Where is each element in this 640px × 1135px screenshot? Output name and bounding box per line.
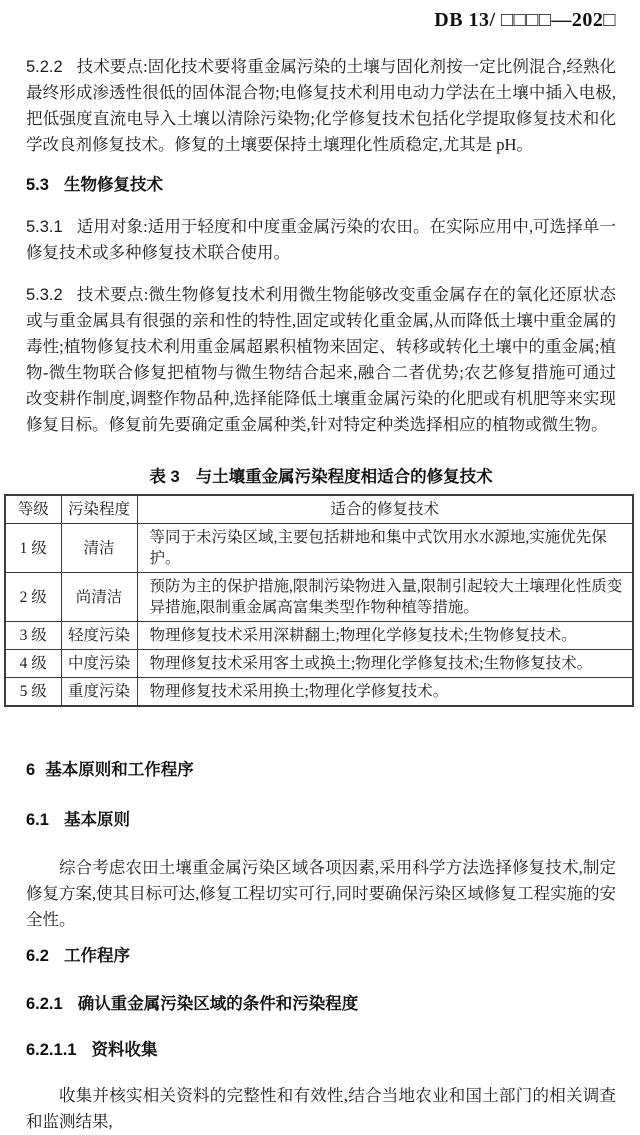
- table-row: [5, 524, 633, 573]
- cell-level: 2 级: [5, 573, 61, 622]
- cell-level: 5 级: [5, 678, 61, 707]
- heading-6-1-number: 6.1: [26, 811, 49, 829]
- table-3-caption-label: 表 3: [149, 468, 180, 486]
- cell-tech: 物理修复技术采用客土或换土;物理化学修复技术;生物修复技术。: [137, 650, 633, 678]
- heading-5-3-title: 生物修复技术: [63, 176, 163, 194]
- cell-degree: 中度污染: [61, 650, 137, 678]
- table-3-caption: [26, 466, 616, 488]
- paragraph-5-3-2-text: 技术要点:微生物修复技术利用微生物能够改变重金属存在的氧化还原状态或与重金属具有很强的亲和性的特性,固定或转化重金属,从而降低土壤中重金属的毒性;植物修复技术利用重金属超累积植物来固定、转移或转化土壤中的重金属;植物-微生物联合修复把植物与微生物结合起来,融合二者优势;农艺修复措施可通过改变耕作制度,调整作物品种,选择能降低土壤重金属污染的化肥或有机肥等来实现修复目标。修复前先要确定重金属种类,针对特定种类选择相应的植物或微生物。: [26, 285, 616, 434]
- doc-number: DB 13/ □□□□—202□: [434, 9, 616, 31]
- heading-6-2-1-title: 确认重金属污染区域的条件和污染程度: [77, 995, 359, 1013]
- heading-6-2-number: 6.2: [26, 947, 49, 965]
- table-3: [4, 494, 634, 707]
- paragraph-6-2-1-1: 收集并核实相关资料的完整性和有效性,结合当地农业和国土部门的相关调查和监测结果,: [26, 1086, 616, 1131]
- heading-6-2-1: [26, 993, 616, 1015]
- table-row: [5, 622, 633, 650]
- table-3-wrapper: [4, 494, 623, 707]
- heading-6-2-1-1-title: 资料收集: [91, 1041, 158, 1059]
- cell-degree: 清洁: [61, 524, 137, 573]
- cell-level: 1 级: [5, 524, 61, 573]
- paragraph-5-3-2: [26, 282, 616, 438]
- table-header-level: 等级: [5, 495, 61, 524]
- cell-level: 3 级: [5, 622, 61, 650]
- table-header-tech: 适合的修复技术: [137, 495, 633, 524]
- cell-degree: 重度污染: [61, 678, 137, 707]
- heading-6-1: [26, 809, 616, 831]
- cell-tech: 等同于未污染区域,主要包括耕地和集中式饮用水水源地,实施优先保护。: [137, 524, 633, 573]
- section-number-5-2-2: 5.2.2: [26, 58, 63, 76]
- table-header-row: [5, 495, 633, 524]
- heading-6: [26, 759, 616, 781]
- heading-6-1-title: 基本原则: [63, 811, 130, 829]
- cell-level: 4 级: [5, 650, 61, 678]
- heading-6-2-1-number: 6.2.1: [26, 995, 63, 1013]
- heading-5-3-number: 5.3: [26, 176, 49, 194]
- cell-tech: 预防为主的保护措施,限制污染物进入量,限制引起较大土壤理化性质变异措施,限制重金属高富集类型作物种植等措施。: [137, 573, 633, 622]
- heading-6-2-1-1-number: 6.2.1.1: [26, 1041, 77, 1059]
- cell-tech: 物理修复技术采用深耕翻土;物理化学修复技术;生物修复技术。: [137, 622, 633, 650]
- paragraph-5-2-2-text: 技术要点:固化技术要将重金属污染的土壤与固化剂按一定比例混合,经熟化最终形成渗透性很低的固体混合物;电修复技术利用电动力学法在土壤中插入电极,把低强度直流电导入土壤以清除污染物;化学修复技术包括化学提取修复技术和化学改良剂修复技术。修复的土壤要保持土壤理化性质稳定,尤其是 pH。: [26, 57, 616, 154]
- section-number-5-3-2: 5.3.2: [26, 286, 63, 304]
- cell-degree: 轻度污染: [61, 622, 137, 650]
- table-row: [5, 650, 633, 678]
- heading-6-2-title: 工作程序: [63, 947, 130, 965]
- paragraph-5-3-1: [26, 214, 616, 266]
- heading-6-number: 6: [26, 761, 36, 779]
- cell-degree: 尚清洁: [61, 573, 137, 622]
- table-3-caption-title: 与土壤重金属污染程度相适合的修复技术: [195, 468, 493, 486]
- table-row: [5, 678, 633, 707]
- heading-6-2: [26, 945, 616, 967]
- paragraph-5-2-2: [26, 54, 616, 158]
- table-header-degree: 污染程度: [61, 495, 137, 524]
- heading-6-title: 基本原则和工作程序: [45, 761, 194, 779]
- paragraph-6-1: 综合考虑农田土壤重金属污染区域各项因素,采用科学方法选择修复技术,制定修复方案,使其目标可达,修复工程切实可行,同时要确保污染区域修复工程实施的安全性。: [26, 858, 616, 929]
- table-row: [5, 573, 633, 622]
- heading-6-2-1-1: [26, 1039, 616, 1061]
- heading-5-3: [26, 174, 616, 196]
- paragraph-5-3-1-text: 适用对象:适用于轻度和中度重金属污染的农田。在实际应用中,可选择单一修复技术或多种修复技术联合使用。: [26, 217, 616, 262]
- cell-tech: 物理修复技术采用换土;物理化学修复技术。: [137, 678, 633, 707]
- section-number-5-3-1: 5.3.1: [26, 218, 63, 236]
